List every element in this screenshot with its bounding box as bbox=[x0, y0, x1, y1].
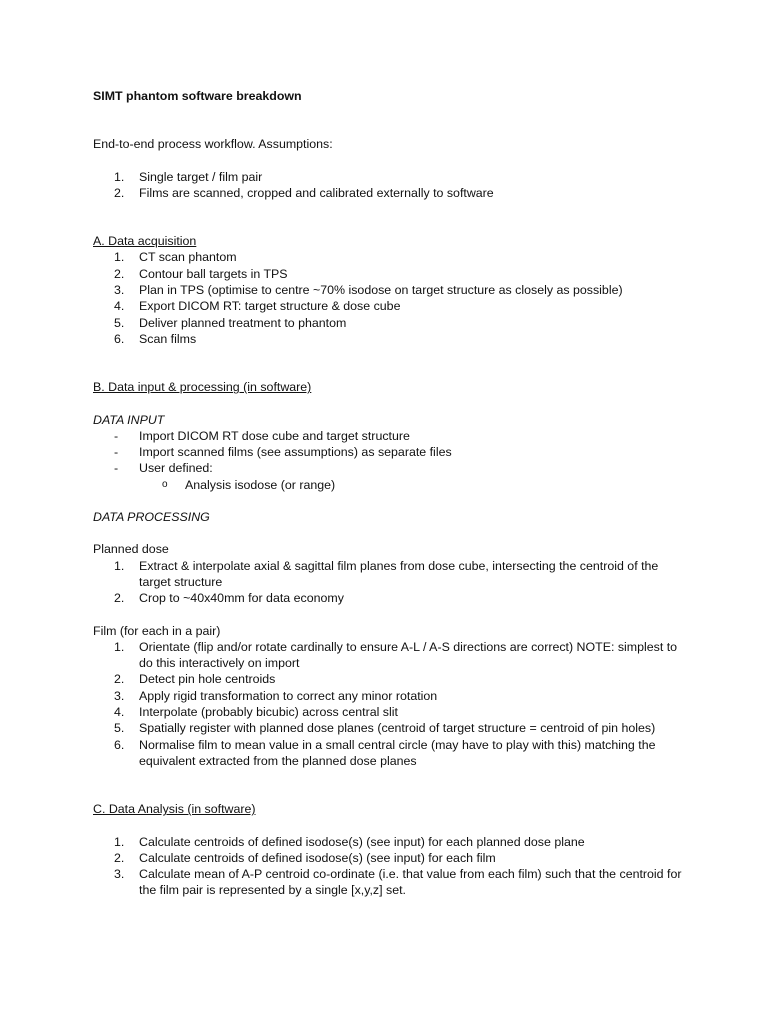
section-b-heading: B. Data input & processing (in software) bbox=[93, 380, 312, 395]
list-item: 1. Single target / film pair bbox=[114, 169, 263, 184]
list-item: 6. Normalise film to mean value in a small central circle (may have to play with this) matching the equivalent extracted from the planned dose planes bbox=[114, 737, 656, 768]
list-item: 2. Films are scanned, cropped and calibrated externally to software bbox=[114, 185, 494, 200]
list-item: 2. Contour ball targets in TPS bbox=[114, 266, 288, 281]
list-item: 1. Extract & interpolate axial & sagittal film planes from dose cube, intersecting the centroid of the target structure bbox=[114, 558, 659, 589]
planned-dose-list bbox=[93, 558, 693, 607]
data-input-sublist bbox=[93, 477, 693, 493]
list-item: 2. Calculate centroids of defined isodose(s) (see input) for each film bbox=[114, 850, 496, 865]
list-item: - Import DICOM RT dose cube and target structure bbox=[114, 428, 410, 443]
section-a-list bbox=[93, 249, 693, 347]
list-item: 4. Export DICOM RT: target structure & dose cube bbox=[114, 299, 401, 314]
list-item: 1. Orientate (flip and/or rotate cardinally to ensure A-L / A-S directions are correct) NOTE: simplest to do this interactively on import bbox=[114, 639, 678, 671]
data-input-heading: DATA INPUT bbox=[93, 412, 165, 427]
section-c-list bbox=[93, 834, 693, 899]
planned-dose-heading: Planned dose bbox=[93, 542, 169, 557]
intro-heading: End-to-end process workflow. Assumptions: bbox=[93, 137, 333, 152]
list-item: 3. Apply rigid transformation to correct any minor rotation bbox=[114, 688, 438, 703]
list-item: 2. Crop to ~40x40mm for data economy bbox=[114, 591, 344, 606]
film-list bbox=[93, 639, 693, 769]
list-item: 4. Interpolate (probably bicubic) across central slit bbox=[114, 705, 398, 720]
list-item: 2. Detect pin hole centroids bbox=[114, 672, 276, 687]
list-item: 3. Plan in TPS (optimise to centre ~70% isodose on target structure as closely as possible) bbox=[114, 283, 623, 298]
document-title: SIMT phantom software breakdown bbox=[93, 89, 302, 103]
list-item: 1. CT scan phantom bbox=[114, 250, 237, 265]
film-heading: Film (for each in a pair) bbox=[93, 623, 221, 638]
list-item: - Import scanned films (see assumptions) as separate files bbox=[114, 445, 452, 460]
section-a-heading: A. Data acquisition bbox=[93, 234, 197, 249]
list-item: 3. Calculate mean of A-P centroid co-ordinate (i.e. that value from each film) such that the centroid for the film pair is represented by a single [x,y,z] set. bbox=[114, 867, 682, 898]
list-item: 5. Spatially register with planned dose planes (centroid of target structure = centroid of pin holes) bbox=[114, 721, 656, 736]
list-item: 5. Deliver planned treatment to phantom bbox=[114, 315, 347, 330]
document-page bbox=[93, 88, 693, 899]
list-item: - User defined: bbox=[114, 461, 213, 476]
list-item: 1. Calculate centroids of defined isodose(s) (see input) for each planned dose plane bbox=[114, 834, 585, 849]
section-c-heading: C. Data Analysis (in software) bbox=[93, 802, 256, 817]
data-processing-heading: DATA PROCESSING bbox=[93, 510, 210, 525]
list-item: o Analysis isodose (or range) bbox=[162, 477, 336, 492]
data-input-list bbox=[93, 428, 693, 477]
assumptions-list bbox=[93, 169, 693, 202]
list-item: 6. Scan films bbox=[114, 331, 197, 346]
